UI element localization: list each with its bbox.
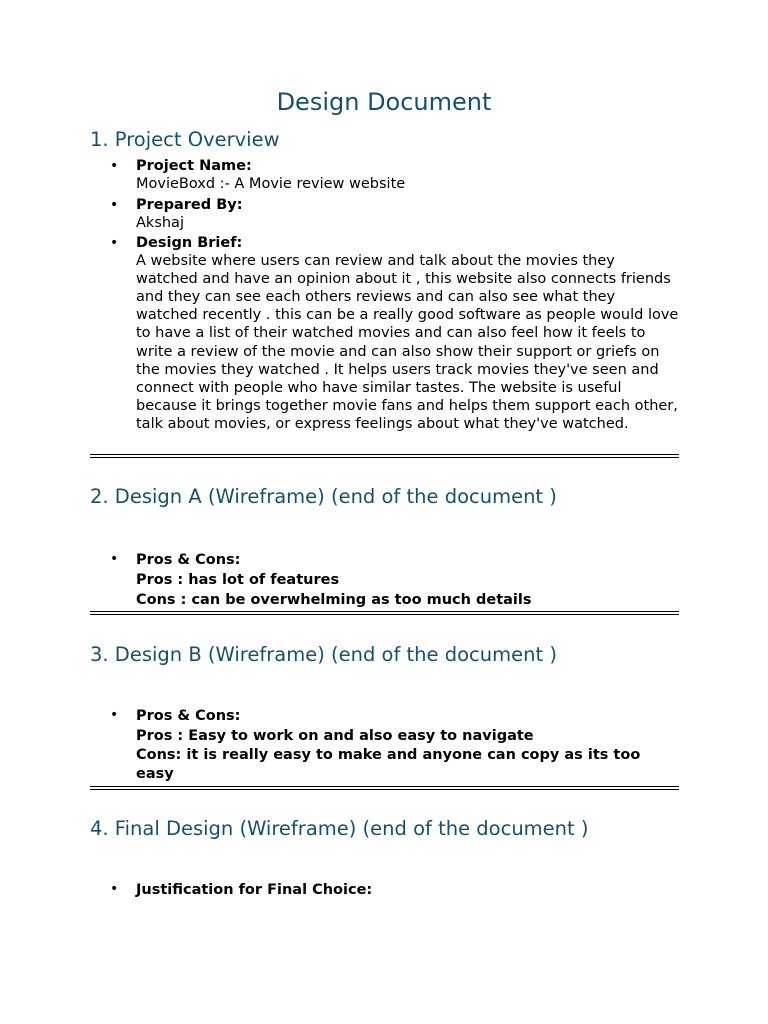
section-heading-design-a: 2. Design A (Wireframe) (end of the document ) [90, 485, 557, 508]
section-heading-final-design: 4. Final Design (Wireframe) (end of the document ) [90, 817, 589, 840]
item-label: Prepared By: [136, 197, 243, 213]
item-value: MovieBoxd :- A Movie review website [136, 176, 406, 193]
section-divider [90, 611, 679, 615]
item-label: Design Brief: [136, 235, 243, 251]
list-item-project-name [110, 157, 681, 193]
item-label: Pros & Cons: [136, 552, 241, 568]
item-label: Justification for Final Choice: [136, 882, 373, 898]
bullet-icon: • [110, 881, 119, 897]
section-divider [90, 786, 679, 790]
list-item-design-b-pros-cons [110, 706, 681, 784]
section-heading-project-overview: 1. Project Overview [90, 128, 280, 151]
cons-text: Cons: it is really easy to make and anyone can copy as its too easy [136, 747, 641, 782]
pros-text: Pros : has lot of features [136, 572, 340, 588]
bullet-icon: • [110, 197, 119, 213]
bullet-icon: • [110, 707, 119, 723]
section-divider [90, 454, 679, 458]
list-item-design-brief [110, 234, 681, 433]
list-item-justification [110, 880, 681, 900]
section-heading-design-b: 3. Design B (Wireframe) (end of the document ) [90, 643, 557, 666]
item-label: Project Name: [136, 158, 252, 174]
item-label: Pros & Cons: [136, 708, 241, 724]
list-item-design-a-pros-cons [110, 550, 681, 610]
pros-text: Pros : Easy to work on and also easy to navigate [136, 728, 534, 744]
bullet-icon: • [110, 158, 119, 174]
bullet-icon: • [110, 235, 119, 251]
bullet-icon: • [110, 551, 119, 567]
design-brief-text: A website where users can review and talk about the movies they watched and have an opinion about it , this website also connects friends and they can see each others reviews and can also see what they watched recently . this can be a really good software as people would love to have a list of their watched movies and can also feel how it feels to write a review of the movie and can also show their support or griefs on the movies they watched . It helps users track movies they've seen and connect with people who have similar tastes. The website is useful because it brings together movie fans and helps them support each other, talk about movies, or express feelings about what they've watched. [136, 253, 679, 432]
cons-text: Cons : can be overwhelming as too much details [136, 592, 532, 608]
list-item-prepared-by [110, 196, 681, 232]
item-value: Akshaj [136, 215, 184, 232]
document-title: Design Document [276, 88, 492, 116]
